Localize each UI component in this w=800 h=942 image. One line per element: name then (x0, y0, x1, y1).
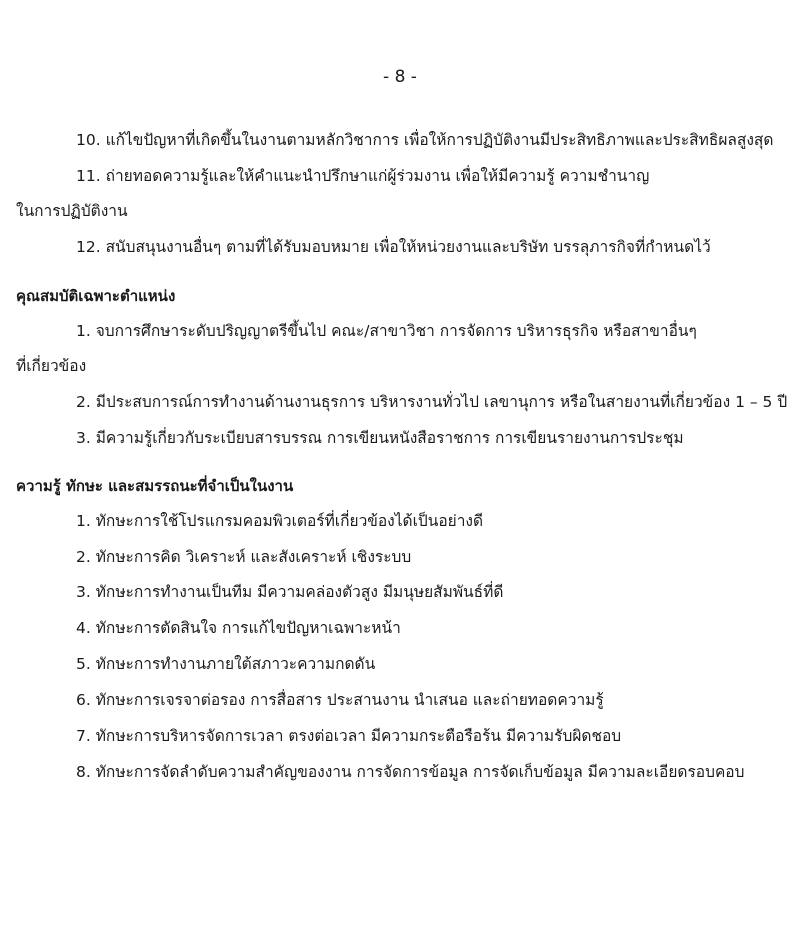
skill-item-2: 2. ทักษะการคิด วิเคราะห์ และสังเคราะห์ เชิงระบบ (76, 548, 412, 566)
duty-item-10: 10. แก้ไขปัญหาที่เกิดขึ้นในงานตามหลักวิชาการ เพื่อให้การปฏิบัติงานมีประสิทธิภาพและประสิทธิผลสูงสุด (76, 131, 774, 149)
qualifications-heading: คุณสมบัติเฉพาะตำแหน่ง (16, 287, 176, 305)
skill-item-1: 1. ทักษะการใช้โปรแกรมคอมพิวเตอร์ที่เกี่ยวข้องได้เป็นอย่างดี (76, 512, 484, 530)
qualification-item-1: 1. จบการศึกษาระดับปริญญาตรีขึ้นไป คณะ/สาขาวิชา การจัดการ บริหารธุรกิจ หรือสาขาอื่นๆ (76, 322, 697, 340)
skill-item-6: 6. ทักษะการเจรจาต่อรอง การสื่อสาร ประสานงาน นำเสนอ และถ่ายทอดความรู้ (76, 691, 604, 709)
duty-item-11-continued: ในการปฏิบัติงาน (16, 202, 128, 220)
page-number: - 8 - (383, 67, 417, 87)
duty-item-11: 11. ถ่ายทอดความรู้และให้คำแนะนำปรึกษาแก่ผู้ร่วมงาน เพื่อให้มีความรู้ ความชำนาญ (76, 167, 650, 185)
skill-item-5: 5. ทักษะการทำงานภายใต้สภาวะความกดดัน (76, 655, 376, 673)
skills-heading: ความรู้ ทักษะ และสมรรถนะที่จำเป็นในงาน (16, 477, 294, 495)
qualification-item-1-continued: ที่เกี่ยวข้อง (16, 357, 87, 375)
qualification-item-3: 3. มีความรู้เกี่ยวกับระเบียบสารบรรณ การเขียนหนังสือราชการ การเขียนรายงานการประชุม (76, 429, 684, 447)
skill-item-8: 8. ทักษะการจัดลำดับความสำคัญของงาน การจัดการข้อมูล การจัดเก็บข้อมูล มีความละเอียดรอบคอบ (76, 763, 745, 781)
duty-item-12: 12. สนับสนุนงานอื่นๆ ตามที่ได้รับมอบหมาย เพื่อให้หน่วยงานและบริษัท บรรลุภารกิจที่กำหนดไว้ (76, 238, 711, 256)
qualification-item-2: 2. มีประสบการณ์การทำงานด้านงานธุรการ บริหารงานทั่วไป เลขานุการ หรือในสายงานที่เกี่ยวข้อง 1 – 5 ปี (76, 393, 788, 411)
skill-item-7: 7. ทักษะการบริหารจัดการเวลา ตรงต่อเวลา มีความกระตือรือร้น มีความรับผิดชอบ (76, 727, 622, 745)
skill-item-4: 4. ทักษะการตัดสินใจ การแก้ไขปัญหาเฉพาะหน้า (76, 619, 401, 637)
skill-item-3: 3. ทักษะการทำงานเป็นทีม มีความคล่องตัวสูง มีมนุษยสัมพันธ์ที่ดี (76, 583, 504, 601)
